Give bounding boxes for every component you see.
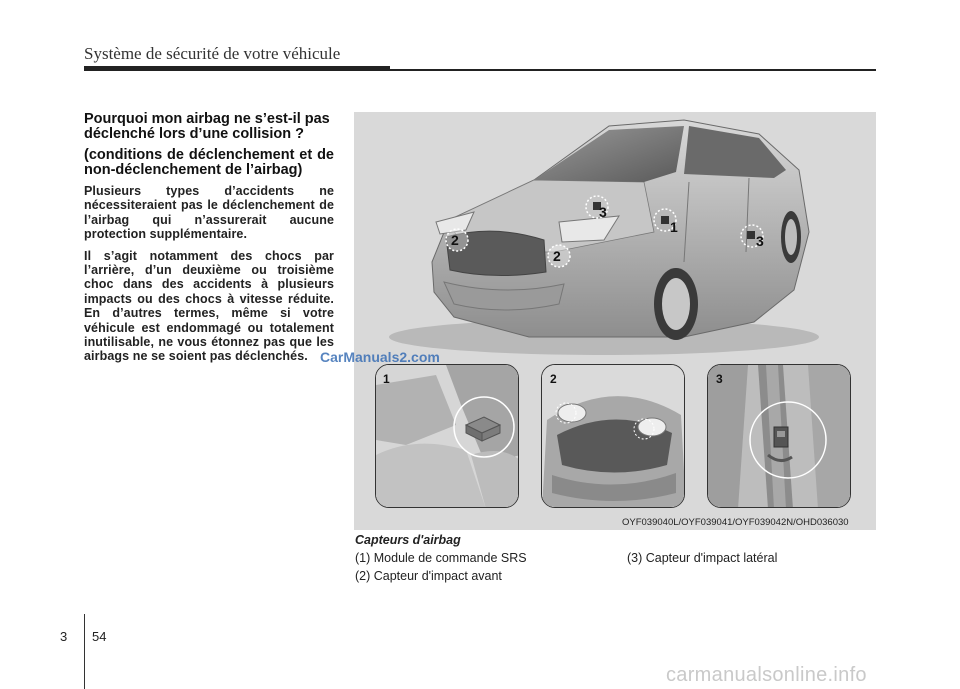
section-heading-conditions: (conditions de déclenchement et de non-déclenchement de l’airbag) <box>84 147 334 178</box>
section-heading-question: Pourquoi mon airbag ne s’est-il pas déclenché lors d’une collision ? <box>84 111 330 142</box>
header-rule-thick <box>84 66 390 71</box>
figure-reference-code: OYF039040L/OYF039041/OYF039042N/OHD036030 <box>622 517 849 528</box>
inset-front-impact-sensor <box>541 364 685 508</box>
car-front-rim <box>662 278 690 330</box>
inset-1-label: 1 <box>383 372 390 386</box>
page-header-title: Système de sécurité de votre véhicule <box>84 44 341 63</box>
inset-srs-control-module <box>375 364 519 508</box>
caption-item-3: (3) Capteur d'impact latéral <box>627 551 778 565</box>
svg-text:2: 2 <box>451 232 459 248</box>
car-windshield <box>534 126 684 182</box>
body-paragraph-2: Il s’agit notamment des chocs par l’arrière, d’un deuxième ou troisième choc dans des accidents à plusieurs impacts ou des chocs à vitesse réduite. En d’autres termes, même si votre véhicule est endommagé ou totalement inutilisable, ne vous étonnez pas que les airbags ne se soient pas déclenchés. <box>84 248 334 364</box>
sensor-marker-2b <box>548 245 570 267</box>
page-section-number: 3 <box>60 629 68 644</box>
caption-item-1: (1) Module de commande SRS <box>355 551 527 565</box>
caption-item-2: (2) Capteur d'impact avant <box>355 569 502 583</box>
watermark-carmanualsonline: carmanualsonline.info <box>666 664 867 686</box>
caption-title: Capteurs d'airbag <box>355 533 461 547</box>
svg-text:3: 3 <box>599 204 607 220</box>
svg-text:1: 1 <box>670 219 678 235</box>
inset-2-illustration <box>542 365 685 508</box>
car-rear-rim <box>785 219 797 255</box>
inset-2-label: 2 <box>550 372 557 386</box>
main-car-illustration <box>354 112 876 362</box>
inset-3-label: 3 <box>716 372 723 386</box>
inset-3-illustration <box>708 365 851 508</box>
inset-1-illustration <box>376 365 519 508</box>
page-number: 54 <box>92 629 107 644</box>
svg-text:2: 2 <box>553 248 561 264</box>
inset-side-impact-sensor <box>707 364 851 508</box>
page-number-divider <box>84 614 85 689</box>
header-rule-thin <box>390 69 876 71</box>
body-paragraph-1: Plusieurs types d’accidents ne nécessiteraient pas le déclenchement de l’airbag qui n’assurerait aucune protection supplémentaire. <box>84 184 334 242</box>
text-column <box>84 112 334 371</box>
sensor-marker-2a <box>446 229 468 251</box>
watermark-carmanuals2: CarManuals2.com <box>320 349 440 365</box>
svg-text:3: 3 <box>756 233 764 249</box>
